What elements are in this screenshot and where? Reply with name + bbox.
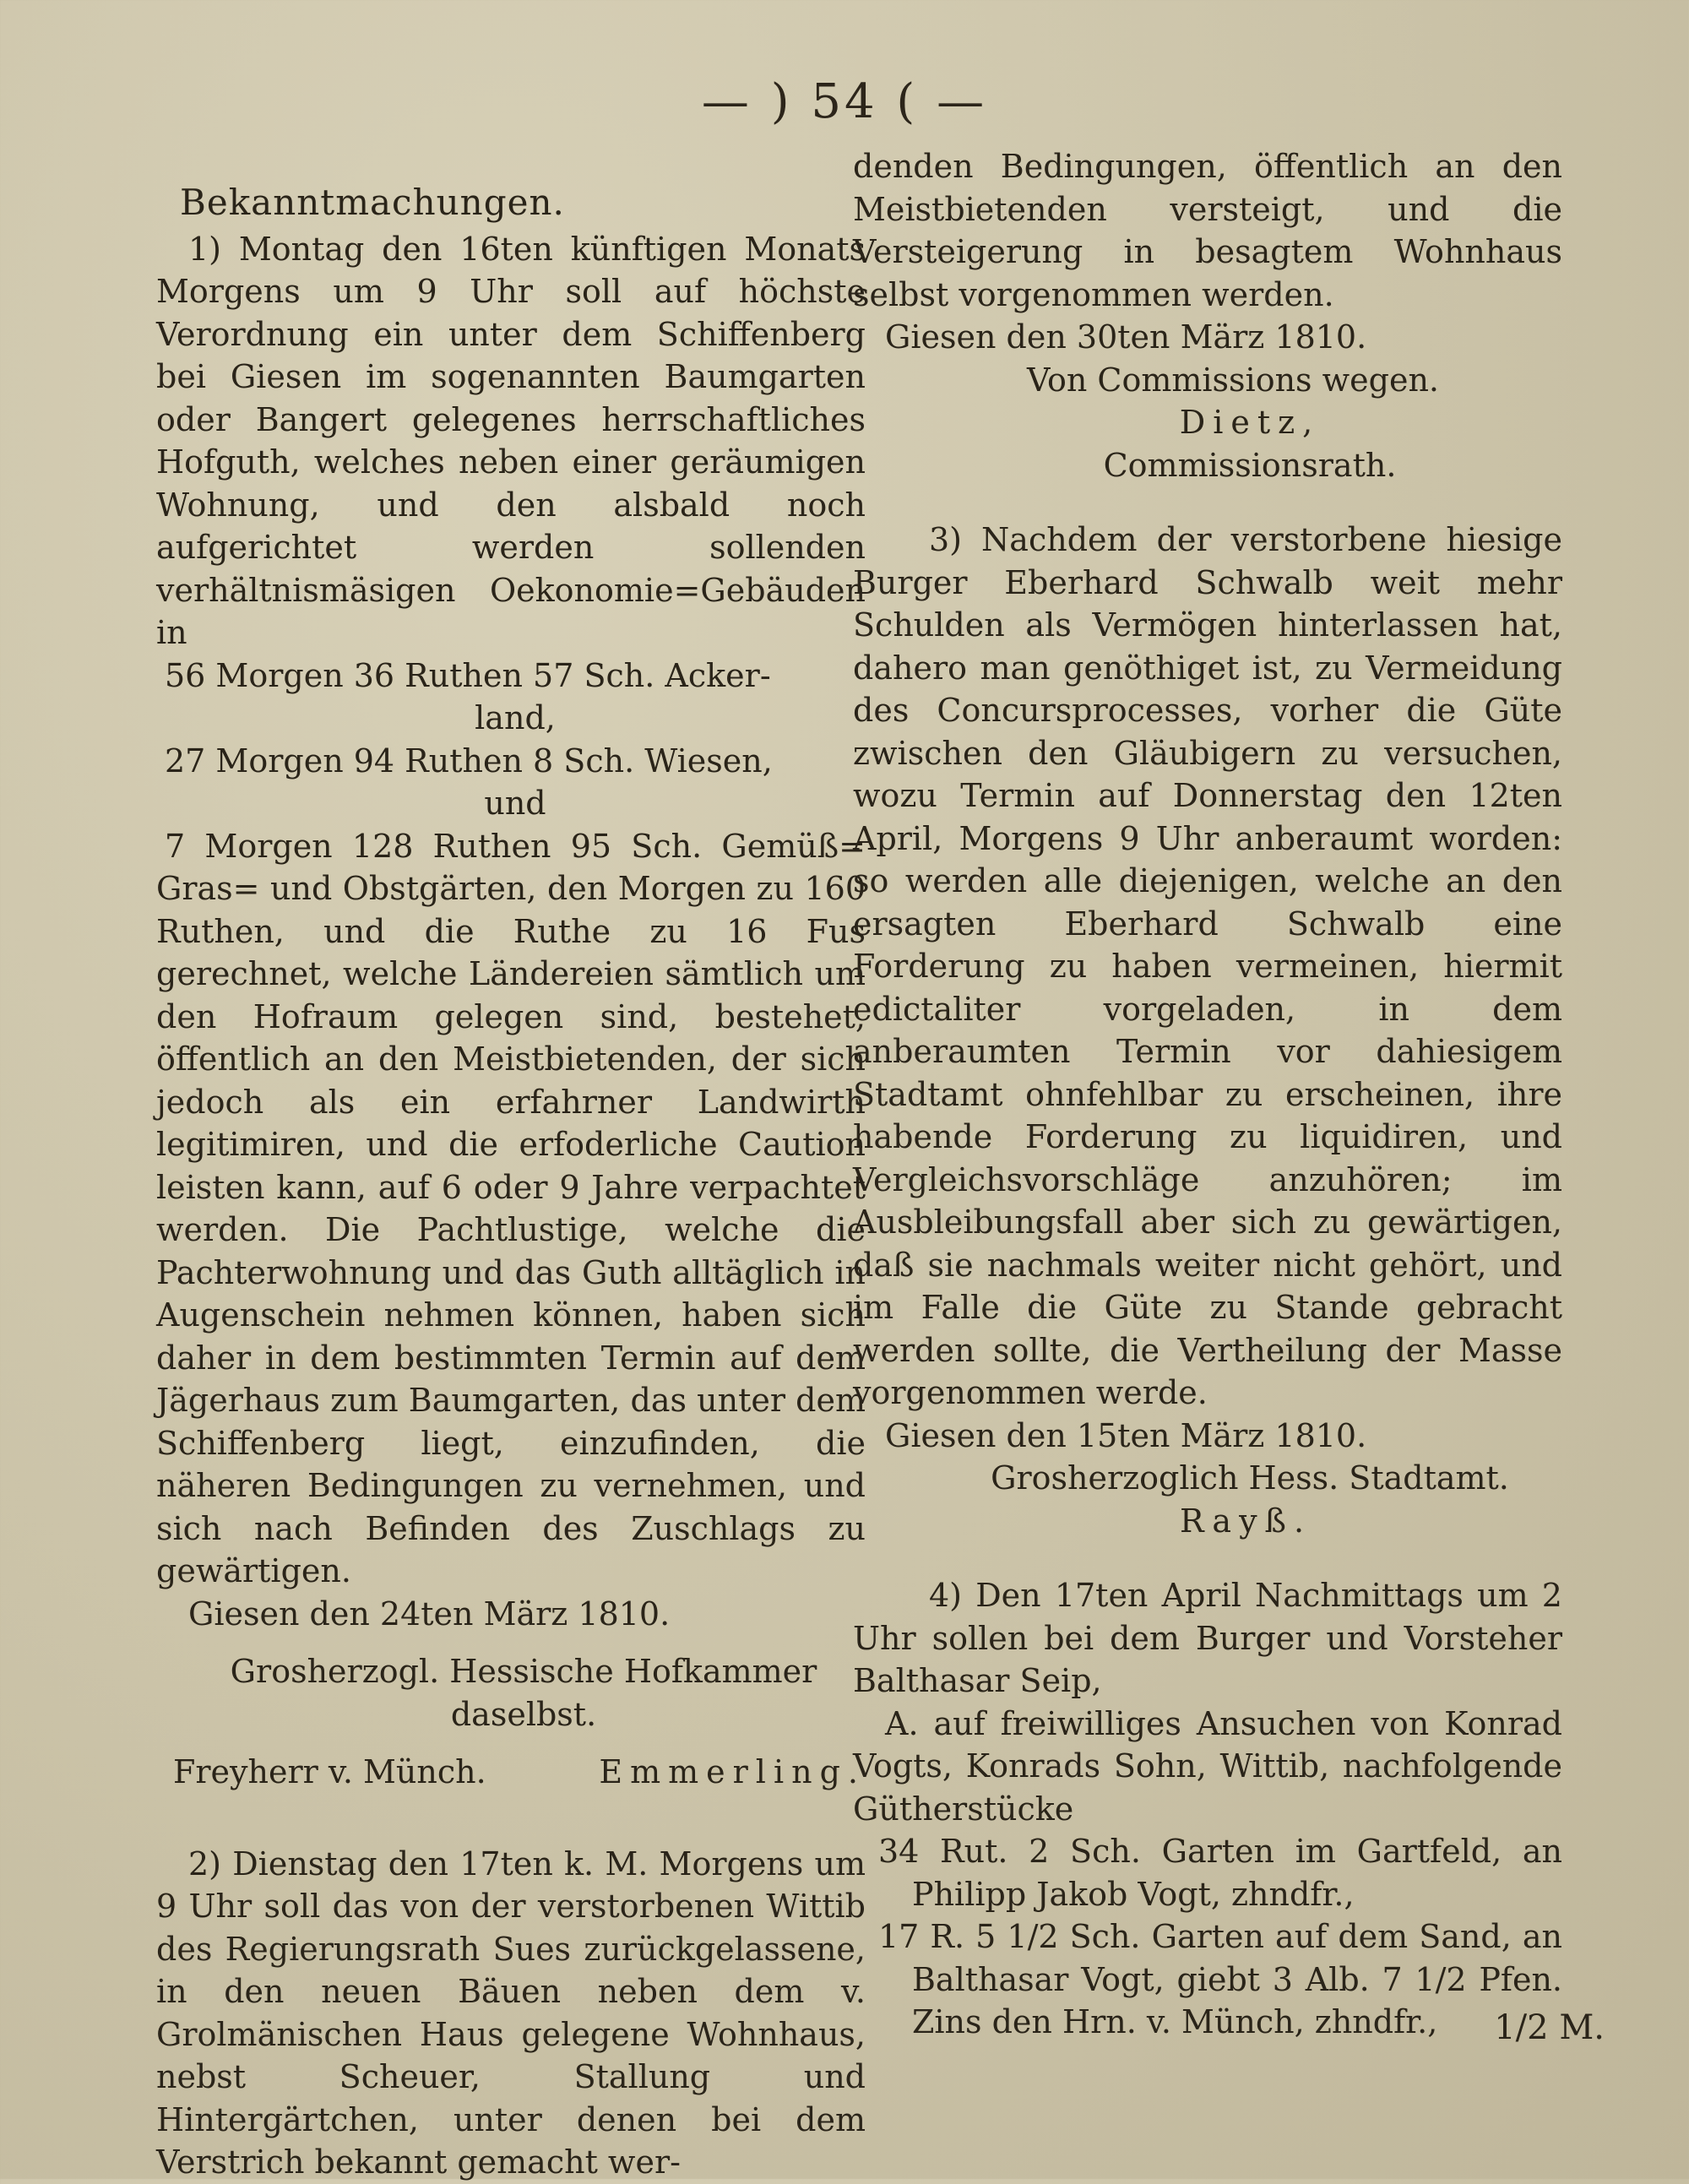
notice-2-date: Giesen den 30ten März 1810. [885, 318, 1367, 356]
notice-3-name: Rayß. [1179, 1502, 1312, 1540]
land-entry-2-cont: und [484, 785, 546, 822]
page-number: — ) 54 ( — [701, 74, 988, 129]
notice-1-signatures [156, 1751, 866, 1794]
notice-1-date: Giesen den 24ten März 1810. [188, 1595, 671, 1633]
notice-4-a: A. auf freiwilliges Ansuchen von Konrad Vogts, Konrads Sohn, Wittib, nachfolgende Gütherstücke [853, 1704, 1562, 1828]
land-entry-1-cont: land, [475, 699, 556, 736]
notice-2-name: Dietz, [1179, 404, 1321, 441]
notice-4-item-2: 17 R. 5 1/2 Sch. Garten auf dem Sand, an Balthasar Vogt, giebt 3 Alb. 7 1/2 Pfen. Zins den Hrn. v. Münch, zhndfr., [878, 1918, 1562, 2040]
left-column [156, 182, 866, 2184]
section-heading: Bekanntmachungen. [180, 182, 565, 223]
notice-1-body: 7 Morgen 128 Ruthen 95 Sch. Gemüß= Gras= und Obstgärten, den Morgen zu 160 Ruthen, und die Ruthe zu 16 Fus gerechnet, welche Ländereien sämtlich um den Hofraum gelegen sind, bestehet, öffentlich an den Meistbietenden, der sich jedoch als ein erfahrner Landwirth legitimiren, und die erfoderliche Caution leisten kann, auf 6 oder 9 Jahre verpachtet werden. Die Pachtlustige, welche die Pachterwohnung und das Guth alltäglich in Augenschein nehmen können, haben sich daher in dem bestimmten Termin auf dem Jägerhaus zum Baumgarten, das unter dem Schiffenberg liegt, einzufinden, die näheren Bedingungen zu vernehmen, und sich nach Befinden des Zuschlags zu gewärtigen. [156, 827, 866, 1589]
catchword: 1/2 M. [1494, 2008, 1605, 2047]
notice-2-title: Commissionsrath. [1103, 446, 1397, 484]
notice-1-authority: Grosherzogl. Hessische Hofkammer daselbst. [230, 1653, 817, 1733]
notice-3-authority: Grosherzoglich Hess. Stadtamt. [991, 1459, 1509, 1497]
notice-3-date: Giesen den 15ten März 1810. [885, 1416, 1367, 1454]
land-entry-1-amount: 56 Morgen 36 Ruthen 57 Sch. Acker- [165, 656, 771, 694]
notice-4: 4) Den 17ten April Nachmittags um 2 Uhr sollen bei dem Burger und Vorsteher Balthasar Seip, [853, 1577, 1562, 1699]
notice-3: 3) Nachdem der verstorbene hiesige Burger Eberhard Schwalb weit mehr Schulden als Vermögen hinterlassen hat, dahero man genöthiget ist, zu Vermeidung des Concursprocesses, vorher die Güte zwischen den Gläubigern zu versuchen, wozu Termin auf Donnerstag den 12ten April, Morgens 9 Uhr anberaumt worden: so werden alle diejenigen, welche an den ersagten Eberhard Schwalb eine Forderung zu haben vermeinen, hiermit edictaliter vorgeladen, in dem anberaumten Termin vor dahiesigem Stadtamt ohnfehlbar zu erscheinen, ihre habende Forderung zu liquidiren, und Vergleichsvorschläge anzuhören; im Ausbleibungsfall aber sich zu gewärtigen, daß sie nachmals weiter nicht gehört, und im Falle die Güte zu Stande gebracht werden sollte, die Vertheilung der Masse vorgenommen werde. [853, 521, 1562, 1411]
land-entry-2 [165, 740, 866, 825]
signature-emmerling: Emmerling. [599, 1753, 866, 1790]
notice-1-intro: 1) Montag den 16ten künftigen Monats Morgens um 9 Uhr soll auf höchste Verordnung ein unter dem Schiffenberg bei Giesen im sogenannten Baumgarten oder Bangert gelegenes herrschaftliches Hofguth, welches neben einer geräumigen Wohnung, und den alsbald noch aufgerichtet werden sollenden verhältnismäsigen Oekonomie=Gebäuden in [156, 230, 866, 651]
land-entry-2-amount: 27 Morgen 94 Ruthen 8 Sch. Wiesen, [165, 742, 773, 780]
right-column [853, 145, 1562, 2044]
notice-4-item-1: 34 Rut. 2 Sch. Garten im Gartfeld, an Philipp Jakob Vogt, zhndfr., [878, 1833, 1562, 1913]
notice-2-by: Von Commissions wegen. [1026, 361, 1440, 399]
signature-munch: Freyherr v. Münch. [173, 1753, 486, 1790]
notice-2-end: denden Bedingungen, öffentlich an den Meistbietenden versteigt, und die Versteigerung in besagtem Wohnhaus selbst vorgenommen werden. [853, 148, 1562, 313]
land-entry-1 [165, 655, 866, 740]
notice-2-start: 2) Dienstag den 17ten k. M. Morgens um 9 Uhr soll das von der verstorbenen Wittib des Regierungsrath Sues zurückgelassene, in den neuen Bäuen neben dem v. Grolmänischen Haus gelegene Wohnhaus, nebst Scheuer, Stallung und Hintergärtchen, unter denen bei dem Verstrich bekannt gemacht wer- [156, 1844, 866, 2181]
